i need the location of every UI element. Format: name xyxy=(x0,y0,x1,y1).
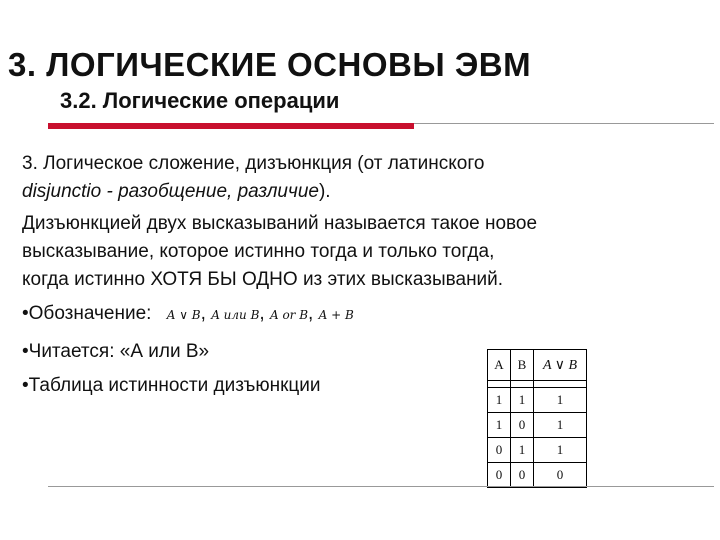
truth-table-header xyxy=(488,350,587,381)
header-a: A xyxy=(488,350,511,381)
cell: 1 xyxy=(488,413,511,438)
cell: 1 xyxy=(534,438,587,463)
cell: 0 xyxy=(488,438,511,463)
notation-2: A или B xyxy=(211,308,260,322)
p2-line2: высказывание, которое истинно тогда и только тогда, xyxy=(22,241,495,262)
p1-line2 xyxy=(22,178,484,206)
table-row xyxy=(488,463,587,488)
p1-line1: 3. Логическое сложение, дизъюнкция (от латинского xyxy=(22,153,485,174)
header-accent-bar xyxy=(48,123,414,129)
slide-subtitle: 3.2. Логические операции xyxy=(60,88,340,113)
p2-line1: Дизъюнкцией двух высказываний называется такое новое xyxy=(22,213,538,234)
header-b: B xyxy=(511,350,534,381)
table-row xyxy=(488,388,587,413)
cell: 0 xyxy=(534,463,587,488)
definition-paragraph-2 xyxy=(22,210,537,294)
bullet-read-as: •Читается: «А или В» xyxy=(22,341,210,362)
cell: 0 xyxy=(511,413,534,438)
cell: 1 xyxy=(511,438,534,463)
footer-divider xyxy=(48,486,714,487)
notation-1: A ∨ B xyxy=(166,308,201,322)
header-result: A ∨ B xyxy=(534,350,587,381)
bullet-notation-label: •Обозначение: xyxy=(22,303,152,324)
truth-table xyxy=(487,349,587,488)
bullet-notation: •Обозначение: A ∨ B, A или B, A or B, A + B xyxy=(22,303,354,324)
cell: 0 xyxy=(488,463,511,488)
cell: 1 xyxy=(488,388,511,413)
p1-end: ). xyxy=(318,181,331,202)
cell: 1 xyxy=(534,413,587,438)
table-row xyxy=(488,438,587,463)
p2-line3: когда истинно ХОТЯ БЫ ОДНО из этих высказываний. xyxy=(22,269,504,290)
definition-paragraph-1 xyxy=(22,150,484,206)
latin-term: disjunctio - разобщение, различие xyxy=(22,181,319,202)
notation-3: A or B xyxy=(269,308,309,322)
table-row xyxy=(488,413,587,438)
bullet-truth-table: •Таблица истинности дизъюнкции xyxy=(22,375,321,396)
cell: 0 xyxy=(511,463,534,488)
cell: 1 xyxy=(511,388,534,413)
slide-title: 3. ЛОГИЧЕСКИЕ ОСНОВЫ ЭВМ xyxy=(8,46,532,83)
cell: 1 xyxy=(534,388,587,413)
table-spacer xyxy=(488,381,587,388)
notation-4: A + B xyxy=(318,308,354,322)
